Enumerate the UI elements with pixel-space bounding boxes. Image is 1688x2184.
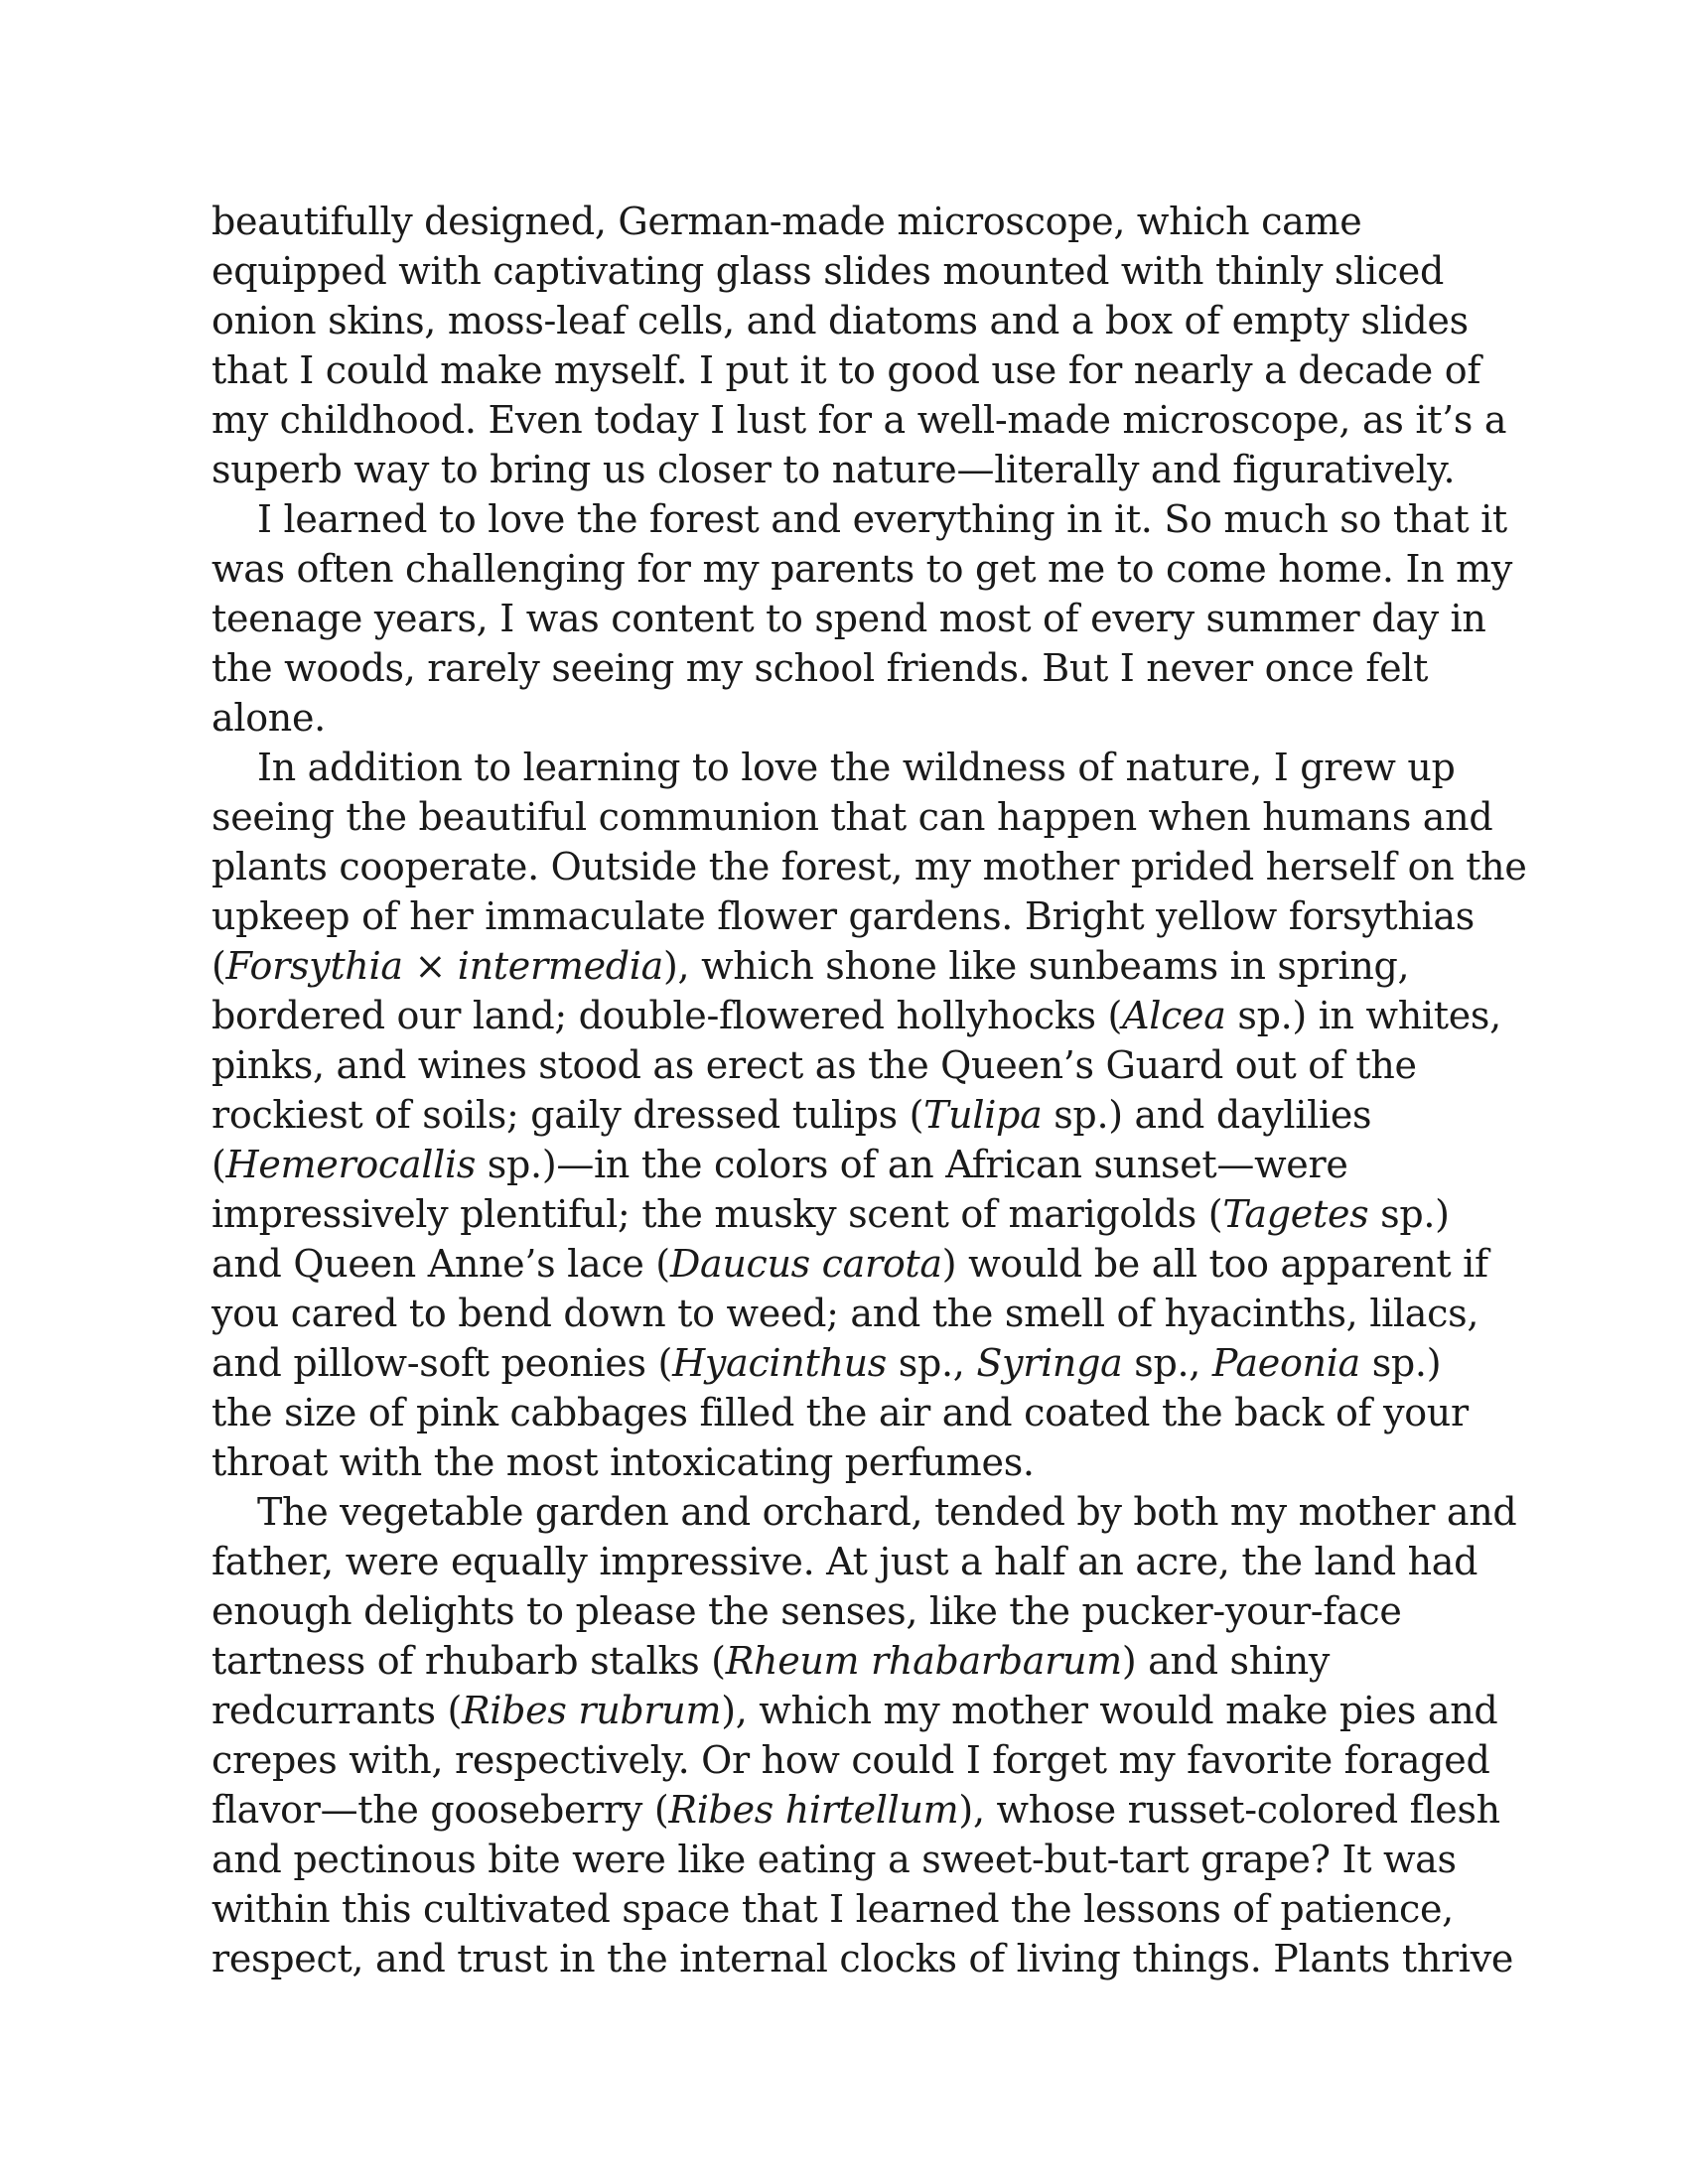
text-run: that I could make myself. I put it to good use for nearly a decade of (211, 348, 1481, 392)
text-run: sp.)—in the colors of an African sunset—were (476, 1143, 1348, 1186)
text-line (211, 1338, 1492, 1388)
text-line (211, 594, 1492, 643)
text-line (211, 1586, 1492, 1636)
text-run: tartness of rhubarb stalks ( (211, 1639, 726, 1683)
text-line (211, 1040, 1492, 1090)
text-line (211, 345, 1492, 395)
text-run: sp., (886, 1341, 977, 1385)
text-line (211, 1934, 1514, 1983)
text-run: pinks, and wines stood as erect as the Queen’s Guard out of the (211, 1043, 1417, 1087)
text-line (211, 246, 1492, 296)
text-run: plants cooperate. Outside the forest, my mother prided herself on the (211, 845, 1527, 888)
text-run: crepes with, respectively. Or how could I forget my favorite foraged (211, 1738, 1490, 1782)
text-run: bordered our land; double-flowered hollyhocks ( (211, 994, 1123, 1037)
text-line (211, 891, 1492, 941)
book-page-body (211, 197, 1527, 1983)
text-line (211, 1189, 1492, 1239)
species-name-italic: Daucus carota (669, 1242, 942, 1286)
text-line (211, 842, 1527, 891)
text-line (211, 643, 1492, 693)
species-name-italic: Alcea (1122, 994, 1226, 1037)
species-name-italic: Hyacinthus (672, 1341, 887, 1385)
text-run: sp., (1122, 1341, 1212, 1385)
text-line (211, 1239, 1492, 1289)
text-line (211, 1884, 1492, 1934)
text-run: sp.) and daylilies (1042, 1093, 1372, 1137)
text-line (211, 1686, 1498, 1735)
text-line (211, 544, 1513, 594)
text-run: alone. (211, 696, 326, 740)
text-run: was often challenging for my parents to get me to come home. In my (211, 547, 1513, 591)
text-run: sp.) (1359, 1341, 1442, 1385)
species-name-italic: Ribes hirtellum (668, 1788, 959, 1832)
text-run: seeing the beautiful communion that can happen when humans and (211, 795, 1493, 839)
species-name-italic: Tulipa (923, 1093, 1043, 1137)
text-run: In addition to learning to love the wildness of nature, I grew up (257, 746, 1456, 789)
text-run: throat with the most intoxicating perfumes. (211, 1440, 1035, 1484)
text-line (211, 1537, 1492, 1586)
text-run: my childhood. Even today I lust for a well-made microscope, as it’s a (211, 398, 1507, 442)
body-paragraph (211, 743, 1527, 1487)
body-paragraph (211, 1487, 1517, 1983)
body-paragraph (211, 197, 1507, 494)
text-run: upkeep of her immaculate flower gardens. Bright yellow forsythias (211, 894, 1475, 938)
text-line (211, 1835, 1492, 1884)
text-run: ), which my mother would make pies and (721, 1689, 1498, 1732)
text-line (211, 1090, 1492, 1140)
text-run: and Queen Anne’s lace ( (211, 1242, 670, 1286)
text-run: sp.) in whites, (1225, 994, 1501, 1037)
text-line (211, 792, 1492, 842)
text-line (211, 1437, 1492, 1487)
body-paragraph (211, 494, 1513, 743)
text-run: ( (211, 944, 226, 988)
text-line (211, 197, 1492, 246)
text-line (211, 1785, 1500, 1835)
text-run: superb way to bring us closer to nature—literally and figuratively. (211, 448, 1456, 491)
text-run: equipped with captivating glass slides mounted with thinly sliced (211, 249, 1445, 293)
text-line (211, 1636, 1492, 1686)
text-line (211, 445, 1492, 494)
species-name-italic: Hemerocallis (225, 1143, 477, 1186)
text-run: beautifully designed, German-made microscope, which came (211, 200, 1362, 243)
text-line (211, 743, 1492, 792)
text-run: and pectinous bite were like eating a sweet-but-tart grape? It was (211, 1838, 1457, 1881)
species-name-italic: Paeonia (1211, 1341, 1360, 1385)
species-name-italic: Ribes rubrum (461, 1689, 722, 1732)
text-run: ) would be all too apparent if (941, 1242, 1488, 1286)
text-run: ), whose russet-colored flesh (958, 1788, 1500, 1832)
species-name-italic: Forsythia × intermedia (225, 944, 663, 988)
text-run: teenage years, I was content to spend most of every summer day in (211, 597, 1486, 640)
text-line (211, 1735, 1492, 1785)
text-run: The vegetable garden and orchard, tended by both my mother and (257, 1490, 1517, 1534)
text-run: redcurrants ( (211, 1689, 462, 1732)
text-run: ( (211, 1143, 226, 1186)
text-run: sp.) (1368, 1192, 1450, 1236)
text-run: rockiest of soils; gaily dressed tulips ( (211, 1093, 924, 1137)
text-run: I learned to love the forest and everything in it. So much so that it (257, 497, 1507, 541)
text-run: father, were equally impressive. At just a half an acre, the land had (211, 1540, 1478, 1583)
text-line (211, 991, 1501, 1040)
text-run: the size of pink cabbages filled the air and coated the back of your (211, 1391, 1469, 1434)
text-run: ) and shiny (1121, 1639, 1331, 1683)
text-run: the woods, rarely seeing my school friends. But I never once felt (211, 646, 1429, 690)
text-run: enough delights to please the senses, like the pucker-your-face (211, 1589, 1402, 1633)
text-line (211, 1487, 1517, 1537)
text-line (211, 941, 1492, 991)
text-run: impressively plentiful; the musky scent of marigolds ( (211, 1192, 1223, 1236)
species-name-italic: Tagetes (1222, 1192, 1369, 1236)
species-name-italic: Rheum rhabarbarum (725, 1639, 1122, 1683)
text-line (211, 693, 1492, 743)
text-run: respect, and trust in the internal clocks of living things. Plants thrive (211, 1937, 1514, 1980)
text-run: flavor—the gooseberry ( (211, 1788, 669, 1832)
text-line (211, 1289, 1492, 1338)
text-run: and pillow-soft peonies ( (211, 1341, 673, 1385)
text-line (211, 395, 1507, 445)
text-line (211, 296, 1492, 345)
species-name-italic: Syringa (976, 1341, 1123, 1385)
text-run: ), which shone like sunbeams in spring, (663, 944, 1410, 988)
text-line (211, 494, 1507, 544)
text-run: you cared to bend down to weed; and the smell of hyacinths, lilacs, (211, 1292, 1479, 1335)
text-line (211, 1388, 1492, 1437)
text-run: onion skins, moss-leaf cells, and diatoms and a box of empty slides (211, 299, 1469, 342)
text-run: within this cultivated space that I learned the lessons of patience, (211, 1887, 1454, 1931)
text-line (211, 1140, 1492, 1189)
